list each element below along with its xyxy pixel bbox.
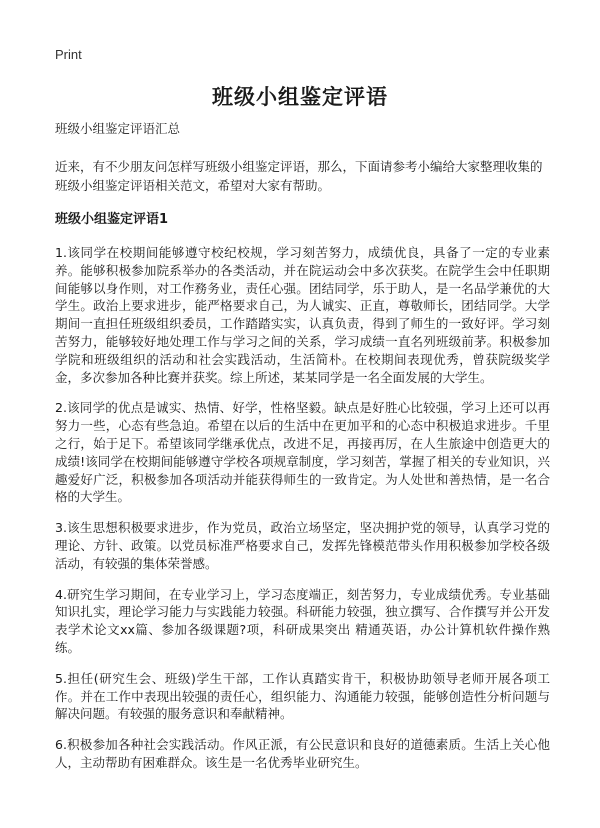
comment-paragraph-1: 1.该同学在校期间能够遵守校纪校规，学习刻苦努力，成绩优良，具备了一定的专业素养。能够积极参加院系举办的各类活动，并在院运动会中多次获奖。在院学生会中任职期间能够以身作则，对工作務务业，责任心强。团结同学，乐于助人，是一名品学兼优的大学生。政治上要求进步，能严格要求自己，为人诚实、正直，尊敬师长，团结同学。大学期间一直担任班级组织委员，工作踏踏实实，认真负责，得到了师生的一致好评。学习刻苦努力，能够较好地处理工作与学习之间的关系，学习成绩一直名列班级前茅。积极参加学院和班级组织的活动和社会实践活动，生活简朴。在校期间表现优秀，曾获院级奖学金，多次参加各种比赛并获奖。综上所述，某某同学是一名全面发展的大学生。: [55, 245, 550, 385]
comment-paragraph-5: 5.担任(研究生会、班级)学生干部，工作认真踏实肯干，积极协助领导老师开展各项工作。并在工作中表现出较强的责任心，组织能力、沟通能力较强，能够创造性分析问题与解决问题。有较强的服务意识和奉献精神。: [55, 670, 550, 722]
comment-paragraph-6: 6.积极参加各种社会实践活动。作风正派，有公民意识和良好的道德素质。生活上关心他人，主动帮助有困难群众。该生是一名优秀毕业研究生。: [55, 737, 550, 770]
document-subtitle: 班级小组鉴定评语汇总: [55, 121, 181, 136]
section-heading: 班级小组鉴定评语1: [55, 212, 169, 227]
page-title: 班级小组鉴定评语: [212, 85, 388, 109]
intro-paragraph: 近来，有不少朋友问怎样写班级小组鉴定评语，那么，下面请参考小编给大家整理收集的班级小组鉴定评语相关范文，希望对大家有帮助。: [55, 159, 543, 193]
print-link[interactable]: Print: [55, 47, 82, 62]
comment-paragraph-3: 3.该生思想积极要求进步，作为党员，政治立场坚定，坚决拥护党的领导，认真学习党的理论、方针、政策。以党员标准严格要求自己，发挥先锋模范带头作用积极参加学校各级活动，有较强的集体荣誉感。: [55, 520, 550, 571]
comment-paragraph-2: 2.该同学的优点是诚实、热情、好学，性格坚毅。缺点是好胜心比较强，学习上还可以再努力一些，心态有些急迫。希望在以后的生活中在更加平和的心态中积极追求进步。千里之行，始于足下。希望该同学继承优点，改进不足，再接再厉，在人生旅途中创造更大的成绩!该同学在校期间能够遵守学校各项规章制度，学习刻苦，掌握了相关的专业知识，兴趣爱好广泛，积极参加各项活动并能获得师生的一致肯定。为人处世和善热情，是一名合格的大学生。: [55, 400, 550, 505]
document-body: [55, 120, 550, 785]
comment-paragraph-4: 4.研究生学习期间，在专业学习上，学习态度端正，刻苦努力，专业成绩优秀。专业基础知识扎实，理论学习能力与实践能力较强。科研能力较强，独立撰写、合作撰写并公开发表学术论文xx篇、参加各级课题?项，科研成果突出 精通英语，办公计算机软件操作熟练。: [55, 586, 550, 655]
